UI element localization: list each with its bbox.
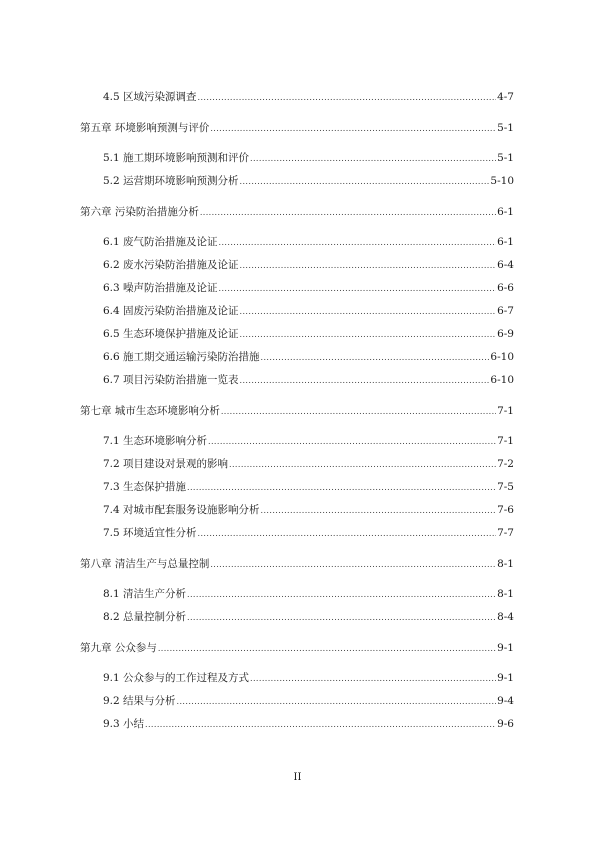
toc-entry[interactable]	[103, 500, 514, 516]
dot-leader	[210, 560, 496, 570]
toc-entry-title: 6.6 施工期交通运输污染防治措施	[103, 351, 260, 363]
dot-leader	[200, 208, 496, 218]
toc-chapter[interactable]	[80, 401, 514, 417]
toc-entry[interactable]	[103, 691, 514, 707]
toc-chapter-title: 第七章 城市生态环境影响分析	[80, 405, 220, 417]
toc-entry-title: 6.5 生态环境保护措施及论证	[103, 328, 239, 340]
toc-entry-page: 6-10	[490, 351, 514, 363]
toc-entry-page: 7-6	[497, 504, 514, 516]
toc-entry-title: 9.2 结果与分析	[103, 695, 176, 707]
toc-entry[interactable]	[103, 278, 514, 294]
toc-entry-page: 9-1	[497, 672, 514, 684]
dot-leader	[240, 376, 490, 386]
toc-entry[interactable]	[103, 714, 514, 730]
dot-leader	[219, 238, 497, 248]
page-footer	[0, 772, 595, 784]
toc-entry[interactable]	[103, 171, 514, 187]
toc-entry-title: 8.2 总量控制分析	[103, 611, 187, 623]
dot-leader	[210, 124, 496, 134]
toc-entry-title: 7.5 环境适宜性分析	[103, 527, 197, 539]
dot-leader	[250, 154, 496, 164]
dot-leader	[198, 529, 497, 539]
toc-entry-title: 7.4 对城市配套服务设施影响分析	[103, 504, 260, 516]
toc-entry-title: 5.1 施工期环境影响预测和评价	[103, 152, 250, 164]
toc-entry-page: 6-10	[490, 374, 514, 386]
dot-leader	[229, 460, 496, 470]
dot-leader	[240, 330, 497, 340]
toc-entry-page: 9-4	[497, 695, 514, 707]
toc-entry-title: 6.4 固废污染防治措施及论证	[103, 305, 239, 317]
dot-leader	[240, 177, 490, 187]
toc-entry[interactable]	[103, 148, 514, 164]
dot-leader	[221, 407, 496, 417]
toc-entry-page: 7-1	[497, 435, 514, 447]
toc-entry-page: 9-1	[497, 642, 514, 654]
dot-leader	[261, 506, 497, 516]
toc-entry-page: 6-1	[497, 236, 514, 248]
page-number: II	[293, 772, 302, 783]
toc-entry-title: 7.3 生态保护措施	[103, 481, 187, 493]
toc-entry[interactable]	[103, 668, 514, 684]
toc-entry-page: 5-1	[497, 152, 514, 164]
toc-entry-title: 9.3 小结	[103, 718, 145, 730]
toc-chapter[interactable]	[80, 638, 514, 654]
toc-entry[interactable]	[103, 584, 514, 600]
toc-entry-page: 6-6	[497, 282, 514, 294]
toc-entry[interactable]	[103, 347, 514, 363]
toc-entry-title: 4.5 区域污染源调查	[103, 91, 197, 103]
toc-chapter[interactable]	[80, 202, 514, 218]
toc-entry[interactable]	[103, 477, 514, 493]
dot-leader	[240, 261, 497, 271]
toc-chapter[interactable]	[80, 118, 514, 134]
toc-chapter-title: 第八章 清洁生产与总量控制	[80, 558, 210, 570]
toc-entry-page: 7-1	[497, 405, 514, 417]
toc-entry-page: 9-6	[497, 718, 514, 730]
toc-entry[interactable]	[103, 523, 514, 539]
toc-entry-page: 6-4	[497, 259, 514, 271]
toc-entry-page: 8-1	[497, 588, 514, 600]
toc-chapter-title: 第六章 污染防治措施分析	[80, 206, 199, 218]
dot-leader	[187, 613, 496, 623]
toc-entry-page: 5-10	[490, 175, 514, 187]
toc-entry-title: 6.2 废水污染防治措施及论证	[103, 259, 239, 271]
toc-entry-title: 6.1 废气防治措施及论证	[103, 236, 218, 248]
dot-leader	[208, 437, 496, 447]
toc-entry[interactable]	[103, 324, 514, 340]
toc-entry[interactable]	[103, 431, 514, 447]
dot-leader	[145, 720, 496, 730]
toc-entry[interactable]	[103, 255, 514, 271]
dot-leader	[158, 644, 496, 654]
toc-entry[interactable]	[103, 454, 514, 470]
toc-entry[interactable]	[103, 607, 514, 623]
toc-entry[interactable]	[103, 370, 514, 386]
toc-entry-page: 6-9	[497, 328, 514, 340]
toc-entry-page: 6-7	[497, 305, 514, 317]
toc-chapter-title: 第五章 环境影响预测与评价	[80, 122, 210, 134]
toc-entry-page: 6-1	[497, 206, 514, 218]
toc-entry-title: 9.1 公众参与的工作过程及方式	[103, 672, 250, 684]
dot-leader	[198, 93, 497, 103]
dot-leader	[177, 697, 497, 707]
dot-leader	[219, 284, 497, 294]
toc-entry-page: 7-5	[497, 481, 514, 493]
dot-leader	[187, 483, 496, 493]
dot-leader	[261, 353, 490, 363]
toc-chapter[interactable]	[80, 554, 514, 570]
toc-entry-page: 8-4	[497, 611, 514, 623]
dot-leader	[240, 307, 497, 317]
toc-entry-title: 5.2 运营期环境影响预测分析	[103, 175, 239, 187]
toc-entry-page: 8-1	[497, 558, 514, 570]
toc-entry[interactable]	[103, 87, 514, 103]
toc-entry-page: 7-7	[497, 527, 514, 539]
toc-entry-title: 6.7 项目污染防治措施一览表	[103, 374, 239, 386]
toc-entry-page: 4-7	[497, 91, 514, 103]
toc-entry-title: 7.1 生态环境影响分析	[103, 435, 208, 447]
dot-leader	[187, 590, 496, 600]
toc-entry[interactable]	[103, 301, 514, 317]
toc-entry-title: 6.3 噪声防治措施及论证	[103, 282, 218, 294]
toc-entry-page: 7-2	[497, 458, 514, 470]
toc-chapter-title: 第九章 公众参与	[80, 642, 157, 654]
toc-entry-page: 5-1	[497, 122, 514, 134]
toc-entry[interactable]	[103, 232, 514, 248]
toc-entry-title: 7.2 项目建设对景观的影响	[103, 458, 229, 470]
dot-leader	[250, 674, 496, 684]
toc-entry-title: 8.1 清洁生产分析	[103, 588, 187, 600]
